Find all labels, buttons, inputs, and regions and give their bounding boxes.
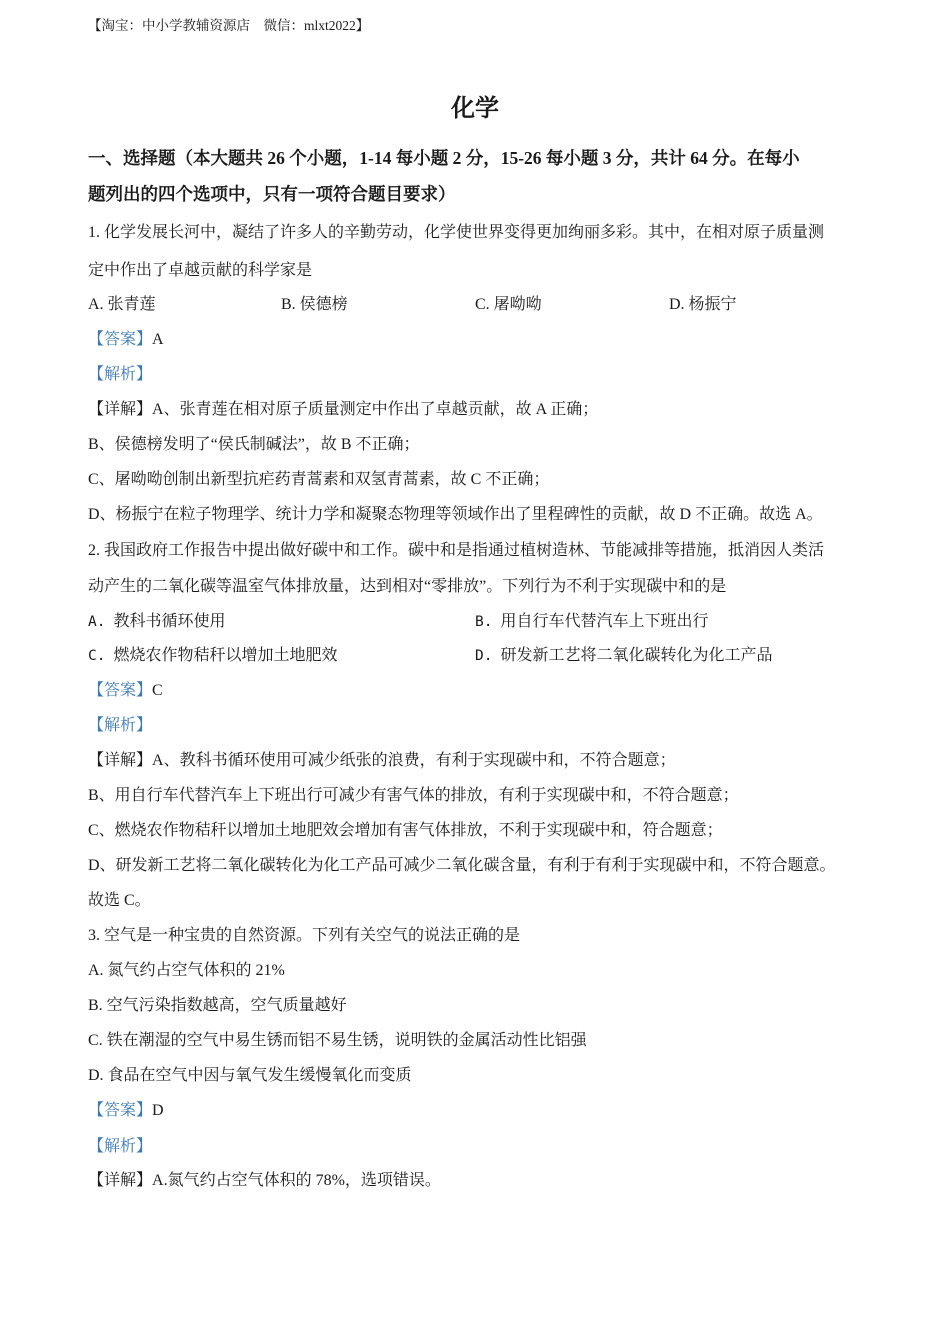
q2-stem-line-1: 2. 我国政府工作报告中提出做好碳中和工作。碳中和是指通过植树造林、节能减排等措施，抵消因人类活 bbox=[88, 542, 825, 559]
answer-label: 【答案】 bbox=[88, 682, 153, 699]
q3-option-c: C. 铁在潮湿的空气中易生锈而铝不易生锈，说明铁的金属活动性比铝强 bbox=[88, 1032, 587, 1049]
option-key: A. bbox=[88, 614, 106, 630]
section-heading-line-1: 一、选择题（本大题共 26 个小题，1-14 每小题 2 分，15-26 每小题 3 分，共计 64 分。在每小 bbox=[88, 148, 800, 168]
q2-stem-line-2: 动产生的二氧化碳等温室气体排放量，达到相对“零排放”。下列行为不利于实现碳中和的是 bbox=[88, 578, 727, 595]
q2-detail-2: B、用自行车代替汽车上下班出行可减少有害气体的排放，有利于实现碳中和，不符合题意； bbox=[88, 787, 739, 804]
q3-option-a: A. 氮气约占空气体积的 21% bbox=[88, 962, 285, 979]
q1-option-d: D. 杨振宁 bbox=[669, 296, 737, 313]
q1-analysis-label: 【解析】 bbox=[88, 366, 153, 383]
q3-stem: 3. 空气是一种宝贵的自然资源。下列有关空气的说法正确的是 bbox=[88, 927, 521, 944]
q1-option-b: B. 侯德榜 bbox=[281, 296, 348, 313]
detail-text: A、张青莲在相对原子质量测定中作出了卓越贡献，故 A 正确； bbox=[152, 401, 599, 418]
option-key: B. bbox=[475, 614, 493, 630]
q1-option-c: C. 屠呦呦 bbox=[475, 296, 542, 313]
section-heading-line-2: 题列出的四个选项中，只有一项符合题目要求） bbox=[88, 184, 456, 204]
q1-option-a: A. 张青莲 bbox=[88, 296, 156, 313]
page-title: 化学 bbox=[451, 96, 499, 122]
q2-detail-4: D、研发新工艺将二氧化碳转化为化工产品可减少二氧化碳含量，有利于有利于实现碳中和，不符合题意。 bbox=[88, 857, 836, 874]
watermark-header: 【淘宝：中小学教辅资源店 微信：mlxt2022】 bbox=[88, 18, 370, 33]
q1-stem-line-2: 定中作出了卓越贡献的科学家是 bbox=[88, 262, 313, 279]
q3-analysis-label: 【解析】 bbox=[88, 1138, 153, 1155]
q1-detail-4: D、杨振宁在粒子物理学、统计力学和凝聚态物理等领域作出了里程碑性的贡献，故 D 不正确。故选 A。 bbox=[88, 506, 823, 523]
q1-detail-3: C、屠呦呦创制出新型抗疟药青蒿素和双氢青蒿素，故 C 不正确； bbox=[88, 471, 550, 488]
q2-analysis-label: 【解析】 bbox=[88, 717, 153, 734]
q3-detail-1 bbox=[88, 1167, 441, 1190]
q2-option-c bbox=[88, 642, 337, 665]
option-key: D. bbox=[475, 648, 493, 664]
q1-stem-line-1: 1. 化学发展长河中，凝结了许多人的辛勤劳动，化学使世界变得更加绚丽多彩。其中，在相对原子质量测 bbox=[88, 224, 825, 241]
q2-detail-1 bbox=[88, 747, 676, 770]
detail-label: 【详解】 bbox=[88, 1172, 153, 1189]
answer-label: 【答案】 bbox=[88, 1102, 153, 1119]
q1-answer bbox=[88, 326, 164, 349]
q1-detail-1 bbox=[88, 396, 598, 419]
q2-option-a bbox=[88, 608, 225, 631]
detail-text: A、教科书循环使用可减少纸张的浪费，有利于实现碳中和，不符合题意； bbox=[152, 752, 676, 769]
option-text: 教科书循环使用 bbox=[113, 613, 226, 630]
q2-option-b bbox=[475, 608, 708, 631]
option-text: 研发新工艺将二氧化碳转化为化工产品 bbox=[500, 647, 773, 664]
detail-text: A.氮气约占空气体积的 78%，选项错误。 bbox=[152, 1172, 441, 1189]
q1-detail-2: B、侯德榜发明了“侯氏制碱法”，故 B 不正确； bbox=[88, 436, 420, 453]
option-key: C. bbox=[88, 648, 106, 664]
answer-label: 【答案】 bbox=[88, 331, 153, 348]
q3-answer bbox=[88, 1097, 164, 1120]
q3-option-b: B. 空气污染指数越高，空气质量越好 bbox=[88, 997, 347, 1014]
q2-detail-3: C、燃烧农作物秸秆以增加土地肥效会增加有害气体排放，不利于实现碳中和，符合题意； bbox=[88, 822, 723, 839]
q2-option-d bbox=[475, 642, 772, 665]
detail-label: 【详解】 bbox=[88, 752, 153, 769]
option-text: 燃烧农作物秸秆以增加土地肥效 bbox=[113, 647, 338, 664]
q2-detail-5: 故选 C。 bbox=[88, 892, 151, 909]
q2-answer bbox=[88, 677, 163, 700]
option-text: 用自行车代替汽车上下班出行 bbox=[500, 613, 709, 630]
detail-label: 【详解】 bbox=[88, 401, 153, 418]
answer-value: D bbox=[152, 1102, 164, 1119]
answer-value: A bbox=[152, 331, 164, 348]
q3-option-d: D. 食品在空气中因与氧气发生缓慢氧化而变质 bbox=[88, 1067, 412, 1084]
answer-value: C bbox=[152, 682, 163, 699]
